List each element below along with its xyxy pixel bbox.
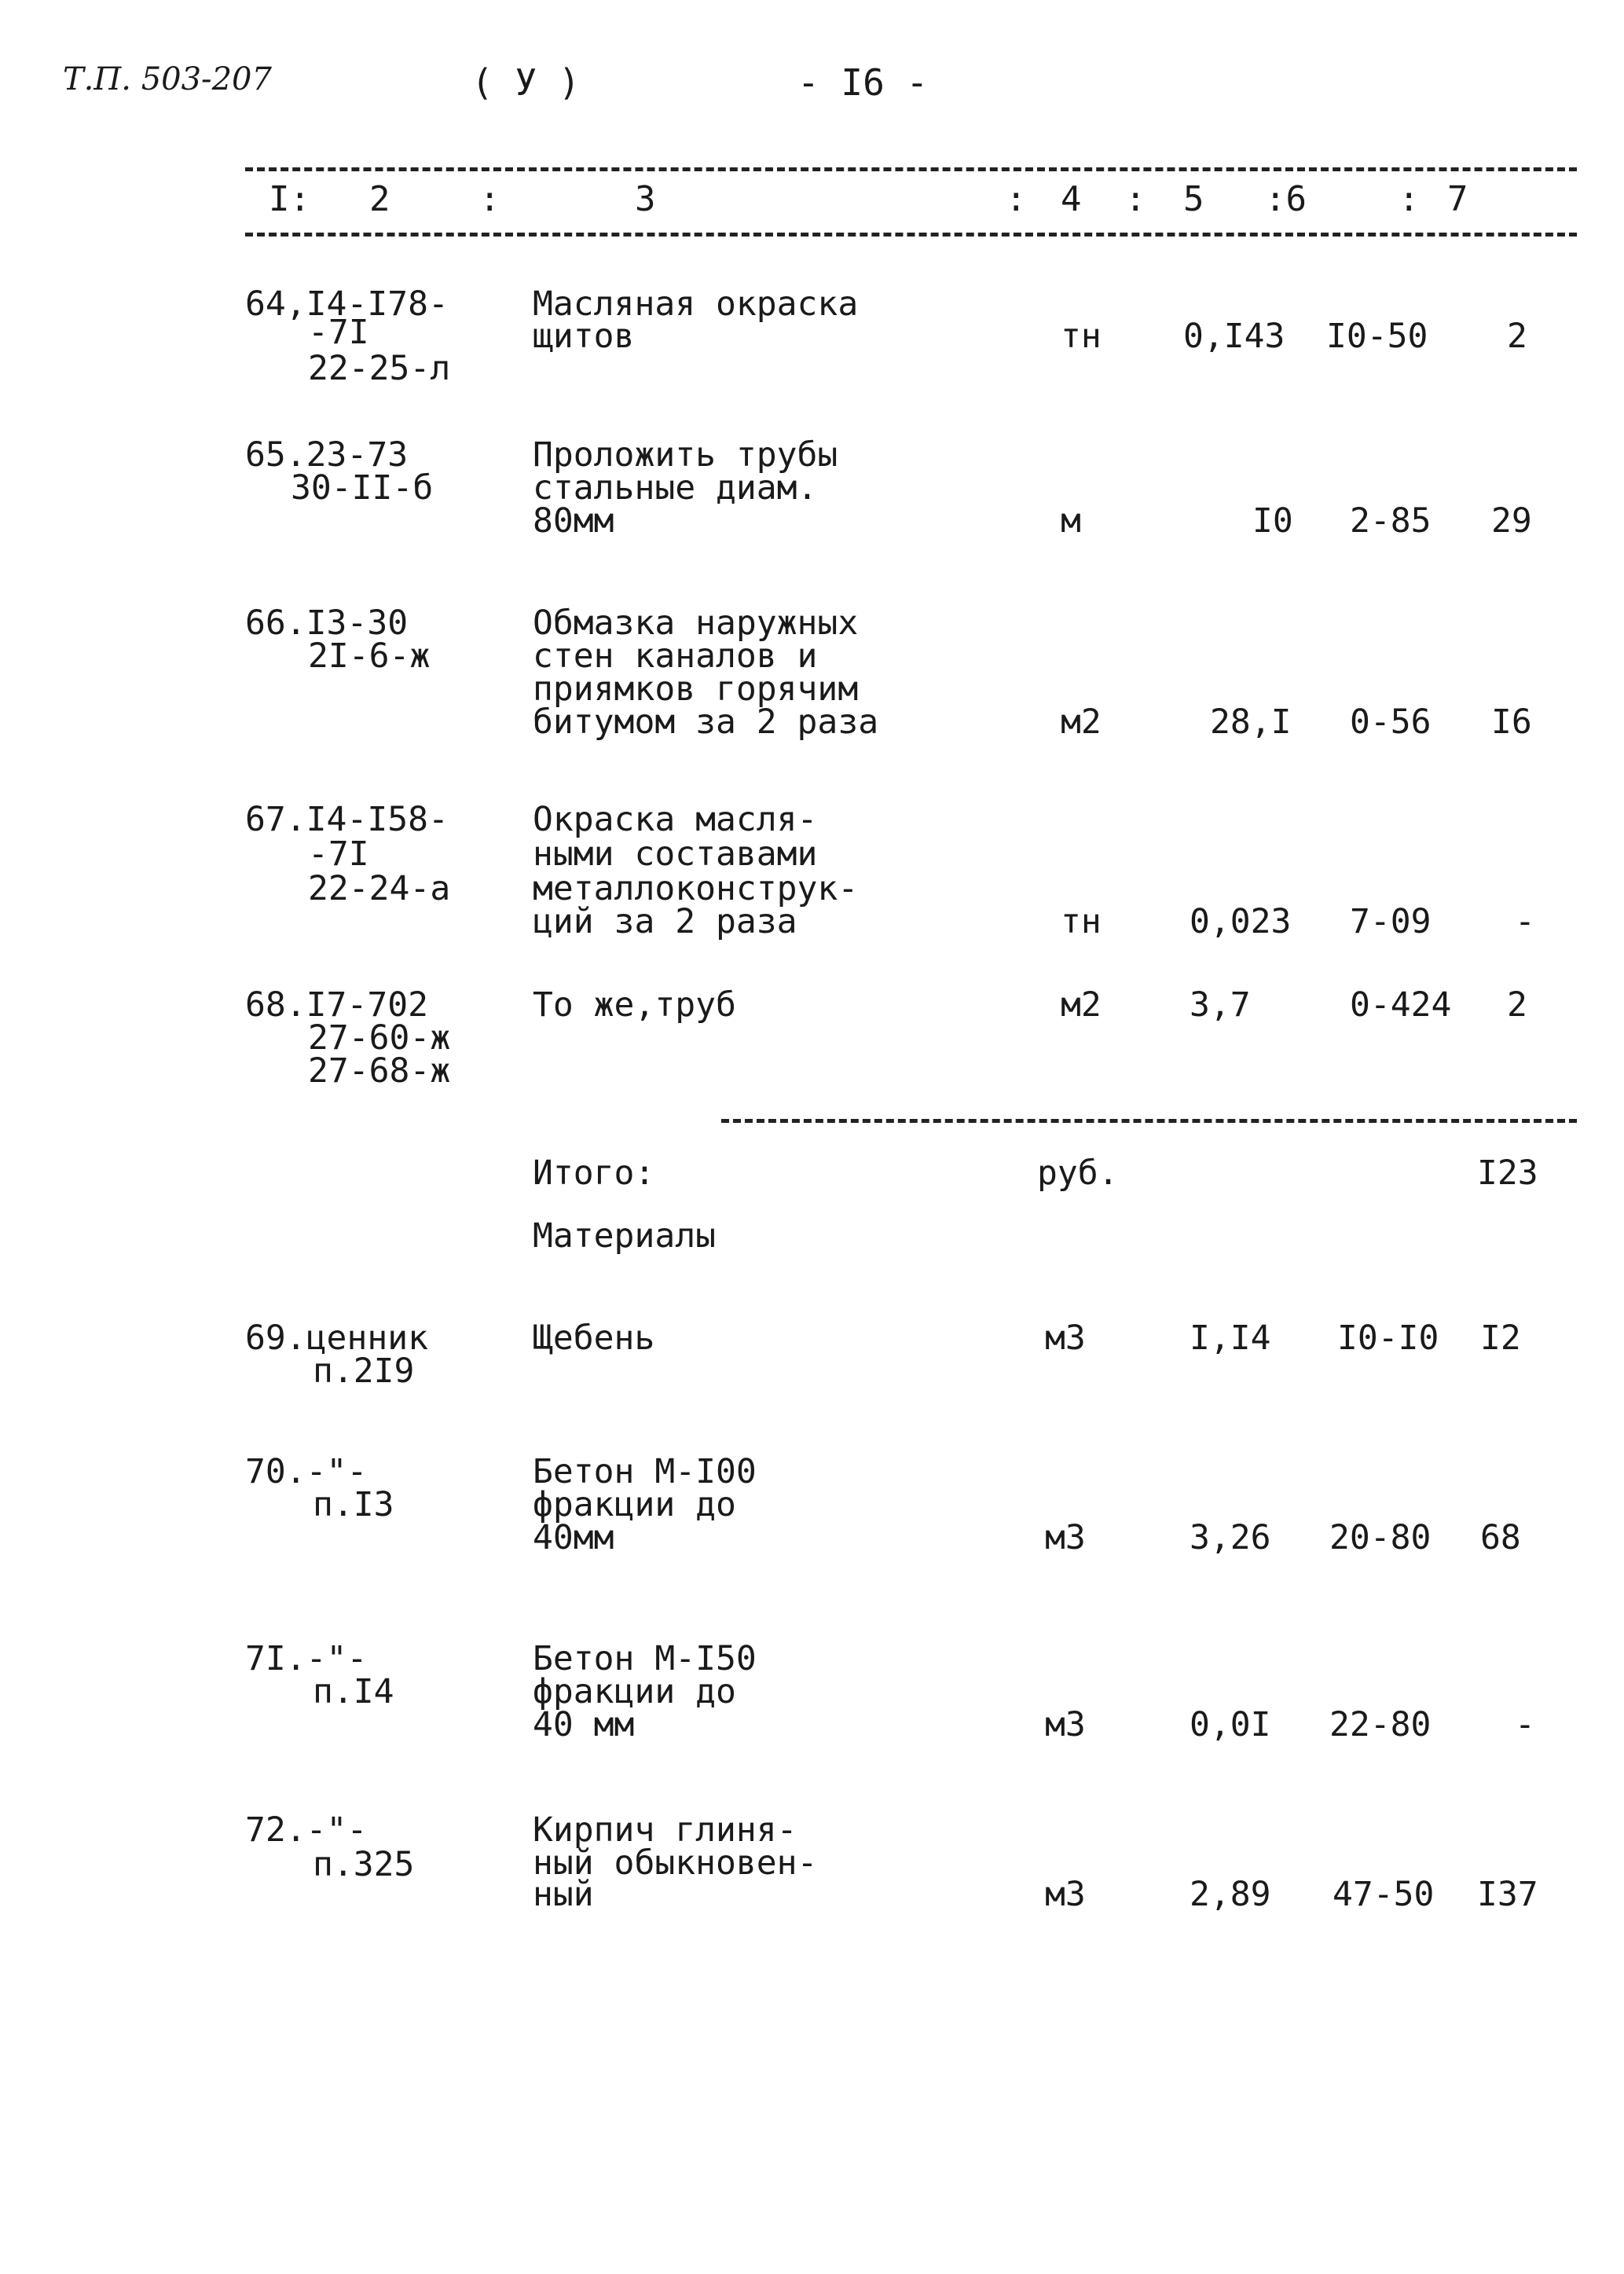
row-code: 27-60-ж <box>308 1018 451 1058</box>
col-head-2: 2 <box>369 179 390 219</box>
row-price: I0-I0 <box>1337 1319 1439 1358</box>
row-code: 70.-"- <box>245 1452 368 1491</box>
row-quantity: 0,I43 <box>1183 317 1285 356</box>
row-unit: м3 <box>1045 1518 1086 1557</box>
total-unit: руб. <box>1037 1154 1119 1193</box>
row-code: 65.23-73 <box>245 435 409 475</box>
row-description: фракции до <box>533 1672 736 1711</box>
row-description: Проложить трубы <box>533 435 838 475</box>
row-quantity: 2,89 <box>1190 1875 1271 1914</box>
row-price: 22-80 <box>1329 1705 1432 1744</box>
row-code: -7I <box>308 313 369 352</box>
row-description: ный обыкновен- <box>533 1843 818 1883</box>
row-unit: м3 <box>1045 1875 1086 1914</box>
row-price: 20-80 <box>1329 1518 1432 1557</box>
row-description: 80мм <box>533 501 614 541</box>
row-code: 2I-6-ж <box>308 636 431 676</box>
row-quantity: 3,7 <box>1190 985 1251 1025</box>
section-heading: Материалы <box>533 1216 716 1256</box>
row-description: металлоконструк- <box>533 869 859 908</box>
row-description: Обмазка наружных <box>533 603 859 643</box>
row-description: стен каналов и <box>533 636 818 676</box>
col-sep: : <box>1399 179 1420 219</box>
col-head-1: I: <box>269 179 310 219</box>
header-bottom-rule <box>245 233 1577 237</box>
row-code: п.I4 <box>313 1672 394 1711</box>
row-code: п.I3 <box>313 1485 394 1524</box>
row-sum: 68 <box>1480 1518 1521 1557</box>
row-price: 2-85 <box>1350 501 1432 541</box>
row-quantity: 3,26 <box>1190 1518 1271 1557</box>
row-price: 47-50 <box>1333 1875 1435 1914</box>
row-code: 22-24-а <box>308 869 451 908</box>
row-code: 30-II-б <box>291 468 434 508</box>
row-unit: м2 <box>1061 985 1102 1025</box>
document-reference: Т.П. 503-207 <box>63 61 272 97</box>
col-head-6: :6 <box>1265 179 1307 219</box>
header-top-rule <box>245 167 1577 171</box>
row-code: 64,I4-I78- <box>245 284 449 324</box>
row-unit: м <box>1061 501 1081 541</box>
row-description: ный <box>533 1875 594 1914</box>
part-marker: ( У ) <box>471 61 581 104</box>
row-code: 69.ценник <box>245 1319 428 1358</box>
col-sep: : <box>479 179 500 219</box>
row-sum: I2 <box>1480 1319 1521 1358</box>
row-description: битумом за 2 раза <box>533 702 879 742</box>
row-code: 66.I3-30 <box>245 603 409 643</box>
row-sum: I37 <box>1477 1875 1538 1914</box>
row-sum: - <box>1515 902 1535 941</box>
row-unit: м3 <box>1045 1319 1086 1358</box>
row-quantity: 28,I <box>1210 702 1292 742</box>
row-unit: м3 <box>1045 1705 1086 1744</box>
row-description: стальные диам. <box>533 468 818 508</box>
row-code: 67.I4-I58- <box>245 800 449 839</box>
col-head-7: 7 <box>1447 179 1468 219</box>
row-code: п.325 <box>313 1845 415 1884</box>
row-description: ций за 2 раза <box>533 902 797 941</box>
row-sum: 2 <box>1507 317 1527 356</box>
col-head-3: 3 <box>635 179 656 219</box>
row-code: 22-25-л <box>308 349 451 388</box>
row-code: 27-68-ж <box>308 1051 451 1091</box>
row-sum: 2 <box>1507 985 1527 1025</box>
row-price: I0-50 <box>1326 317 1428 356</box>
col-sep: : <box>1006 179 1027 219</box>
row-description: Кирпич глиня- <box>533 1810 797 1850</box>
row-code: 72.-"- <box>245 1810 368 1850</box>
row-quantity: 0,023 <box>1190 902 1292 941</box>
row-code: 68.I7-702 <box>245 985 428 1025</box>
col-sep: : <box>1125 179 1146 219</box>
subtotal-rule <box>721 1119 1577 1123</box>
row-code: -7I <box>308 834 369 874</box>
row-description: Окраска масля- <box>533 800 818 839</box>
page-number: - I6 - <box>797 61 929 104</box>
col-head-5: 5 <box>1183 179 1204 219</box>
row-description: 40 мм <box>533 1705 635 1744</box>
total-label: Итого: <box>533 1154 655 1193</box>
row-unit: тн <box>1061 902 1102 941</box>
row-code: п.2I9 <box>313 1352 415 1391</box>
row-sum: 29 <box>1491 501 1532 541</box>
row-unit: тн <box>1061 317 1102 356</box>
row-price: 0-424 <box>1350 985 1452 1025</box>
col-head-4: 4 <box>1061 179 1082 219</box>
row-description: приямков горячим <box>533 669 859 709</box>
row-code: 7I.-"- <box>245 1639 368 1678</box>
row-description: ными составами <box>533 834 818 874</box>
row-description: Бетон М-I50 <box>533 1639 757 1678</box>
row-sum: I6 <box>1491 702 1532 742</box>
row-description: 40мм <box>533 1518 614 1557</box>
row-description: фракции до <box>533 1485 736 1524</box>
row-sum: - <box>1515 1705 1535 1744</box>
row-quantity: 0,0I <box>1190 1705 1271 1744</box>
row-description: То же,труб <box>533 985 736 1025</box>
row-description: Масляная окраска <box>533 284 859 324</box>
row-quantity: I0 <box>1252 501 1293 541</box>
row-description: щитов <box>533 317 635 356</box>
row-price: 7-09 <box>1350 902 1432 941</box>
total-sum: I23 <box>1477 1154 1538 1193</box>
row-price: 0-56 <box>1350 702 1432 742</box>
row-unit: м2 <box>1061 702 1102 742</box>
row-description: Щебень <box>533 1319 655 1358</box>
row-description: Бетон М-I00 <box>533 1452 757 1491</box>
row-quantity: I,I4 <box>1190 1319 1271 1358</box>
